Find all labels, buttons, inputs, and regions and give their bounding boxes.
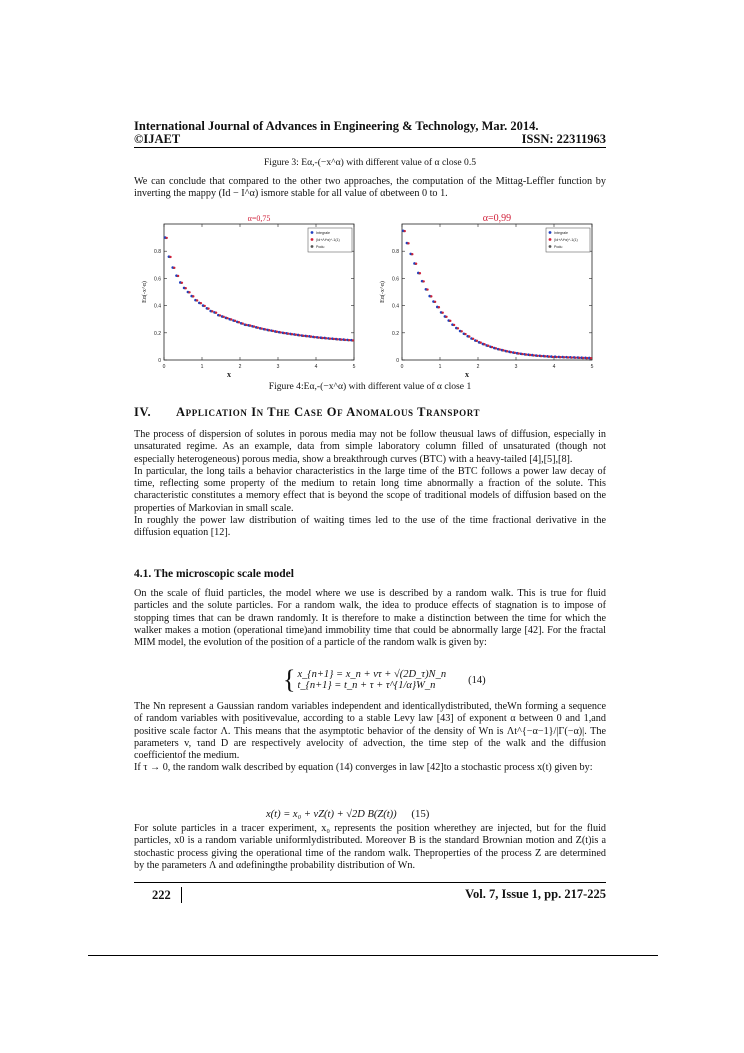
data-point-podu (441, 313, 442, 314)
x-tick-label: 0 (400, 364, 404, 370)
data-point-podu (302, 336, 303, 337)
section-number: IV. (134, 405, 152, 419)
data-point-podu (184, 288, 185, 289)
final-paragraph: For solute particles in a tracer experiment, x₀ represents the position wherethey are injected, but for the fluid particles, x0 is a random variable uniformlydistributed. Moreover B is the standard Brownian motion and Z(t)is a stochastic process giving the operational time of the random walk. Theproperties of the process Z are determined by the parameters Λ and αdefiningthe probability distribution of Wn. (134, 823, 606, 871)
x-tick-label: 2 (476, 364, 480, 370)
data-point-podu (464, 334, 465, 335)
x-tick-label: 4 (314, 364, 318, 370)
data-point-podu (525, 355, 526, 356)
data-point-podu (555, 357, 556, 358)
data-point-podu (181, 283, 182, 284)
y-tick-label: 0.6 (392, 276, 399, 283)
data-point-podu (574, 358, 575, 359)
x-tick-label: 0 (162, 364, 166, 370)
data-point-podu (241, 324, 242, 325)
section-paragraph-2: In particular, the long tails a behavior characteristics in the large time of the BTC follows a power law decay of time, reflecting some property of the medium to retain long time abnormally a fraction of the solute. This characteristic constitutes a memory effect that is beyond the scope of traditional models of diffusion based on the properties of Markovian in small scale. (134, 465, 606, 514)
footer-rule (134, 882, 606, 883)
data-point-podu (238, 322, 239, 323)
legend-label: Integrale (316, 231, 330, 235)
data-point-podu (590, 358, 591, 359)
data-point-podu (403, 231, 404, 232)
figure4-caption: Figure 4:Eα,-(−x^α) with different value of α close 1 (268, 381, 472, 392)
y-tick-label: 0 (396, 358, 399, 364)
section-paragraph-3: In roughly the power law distribution of waiting times led to the use of the time fractional derivative in the diffusion equation [12]. (134, 515, 606, 539)
data-point-podu (325, 338, 326, 339)
data-point-podu (291, 334, 292, 335)
data-point-podu (317, 338, 318, 339)
data-point-podu (279, 333, 280, 334)
y-tick-label: 0 (158, 358, 161, 364)
data-point-podu (230, 320, 231, 321)
limit-sentence: If τ → 0, the random walk described by equation (14) converges in law [42]to a stochastic process x(t) given by: (134, 762, 593, 774)
data-point-podu (203, 306, 204, 307)
legend-marker (549, 231, 552, 234)
data-point-podu (245, 325, 246, 326)
data-point-podu (457, 329, 458, 330)
x-tick-label: 4 (552, 364, 556, 370)
x-tick-label: 1 (438, 364, 442, 370)
equation-14-label: (14) (468, 674, 486, 686)
chart-svg-left (134, 210, 362, 380)
after-eq14-body (134, 701, 606, 775)
x-tick-label: 3 (276, 364, 280, 370)
data-point-podu (582, 358, 583, 359)
data-point-podu (422, 282, 423, 283)
data-point-podu (479, 343, 480, 344)
equation-brace: { (283, 665, 296, 694)
data-point-podu (415, 264, 416, 265)
data-point-podu (264, 330, 265, 331)
y-axis-label: Eα(-x^α) (380, 281, 386, 303)
data-point-podu (567, 358, 568, 359)
data-point-podu (533, 356, 534, 357)
footer-divider (181, 887, 183, 903)
intro-paragraph (134, 176, 606, 201)
section-paragraph-1: The process of dispersion of solutes in porous media may not be follow theusual laws of diffusion, especially in unsaturated regime. As an example, data from simple laboratory column filled of unsaturated (though not especially heterogeneous) porous media, show a breakthrough curves (BTC) with a heavy-tailed [4],[5],[8]. (134, 429, 606, 465)
equation-14-line2: t_{n+1} = t_n + τ + τ^{1/α}W_n (297, 680, 436, 691)
data-point-podu (502, 351, 503, 352)
after-eq14-paragraph: The Nn represent a Gaussian random variables independent and identicallydistributed, theWn forming a sequence of random variables with positivevalue, according to a stable Levy law [43] of exponent α between 0 and 1,and positive scale factor Λ. This means that the asymptotic behavior of the density of Wn is Λt^{−α−1}/|Γ(−α)|. The parameters v, τand D are respectively avelocity of advection, the time step of the walk and the diffusion coefficientof the medium. (134, 701, 606, 762)
data-point-podu (419, 273, 420, 274)
header-rule (134, 147, 606, 148)
data-point-podu (438, 307, 439, 308)
data-point-podu (340, 340, 341, 341)
data-point-podu (283, 333, 284, 334)
data-point-podu (430, 297, 431, 298)
data-point-podu (529, 355, 530, 356)
data-point-podu (211, 312, 212, 313)
data-point-podu (472, 339, 473, 340)
data-point-podu (226, 318, 227, 319)
data-point-podu (165, 238, 166, 239)
legend-label: (Id+Λl^α)^-1(1) (554, 238, 578, 242)
data-point-podu (487, 346, 488, 347)
legend-label: Podu (316, 245, 325, 249)
data-point-podu (215, 313, 216, 314)
data-point-podu (559, 357, 560, 358)
data-point-podu (521, 354, 522, 355)
legend-label: Podu (554, 245, 563, 249)
data-point-podu (407, 244, 408, 245)
data-point-podu (222, 317, 223, 318)
data-point-podu (449, 321, 450, 322)
journal-title: International Journal of Advances in Engineering & Technology, Mar. 2014. (134, 119, 539, 133)
data-point-podu (200, 303, 201, 304)
data-point-podu (540, 356, 541, 357)
data-point-podu (445, 317, 446, 318)
x-tick-label: 2 (238, 364, 242, 370)
data-point-podu (491, 347, 492, 348)
data-point-podu (234, 321, 235, 322)
data-point-podu (434, 302, 435, 303)
data-point-podu (276, 332, 277, 333)
data-point-podu (586, 358, 587, 359)
data-point-podu (476, 341, 477, 342)
legend-label: (Id+Λl^α)^-1(1) (316, 238, 340, 242)
x-tick-label: 5 (352, 364, 356, 370)
legend-marker (311, 245, 314, 248)
chart-alpha-075 (134, 210, 362, 380)
data-point-podu (544, 357, 545, 358)
y-tick-label: 0.4 (392, 303, 399, 310)
data-point-podu (173, 268, 174, 269)
data-point-podu (506, 352, 507, 353)
chart-svg-right (372, 210, 600, 380)
equation-15 (266, 808, 429, 820)
page-footer (134, 887, 606, 903)
data-point-podu (517, 354, 518, 355)
data-point-podu (536, 356, 537, 357)
equation-15-text: x(t) = x₀ + vZ(t) + √2D B(Z(t)) (266, 809, 397, 820)
x-tick-label: 1 (200, 364, 204, 370)
data-point-podu (321, 338, 322, 339)
page-number: 222 (152, 887, 171, 902)
running-header (134, 120, 606, 146)
data-point-podu (310, 337, 311, 338)
y-tick-label: 0.6 (154, 276, 161, 283)
issn: ISSN: 22311963 (521, 132, 606, 146)
section-heading (134, 405, 606, 420)
x-axis-label: x (227, 370, 231, 379)
data-point-podu (348, 340, 349, 341)
legend-marker (311, 238, 314, 241)
data-point-podu (169, 257, 170, 258)
data-point-podu (207, 309, 208, 310)
data-point-podu (336, 340, 337, 341)
data-point-podu (260, 329, 261, 330)
data-point-podu (268, 330, 269, 331)
intro-text: We can conclude that compared to the other two approaches, the computation of the Mittag-Leffler function by inverting the mappy (Id − I^α) ismore stable for all value of αbetween 0 to 1. (134, 176, 606, 200)
legend-marker (549, 245, 552, 248)
data-point-podu (329, 339, 330, 340)
x-tick-label: 3 (514, 364, 518, 370)
chart-title: α=0,75 (247, 214, 271, 223)
page-bottom-line (88, 955, 658, 956)
x-tick-label: 5 (590, 364, 594, 370)
data-point-podu (298, 335, 299, 336)
legend-label: Integrale (554, 231, 568, 235)
y-tick-label: 0.4 (154, 303, 161, 310)
data-point-podu (563, 358, 564, 359)
data-point-podu (552, 357, 553, 358)
data-point-podu (514, 353, 515, 354)
data-point-podu (177, 276, 178, 277)
data-point-podu (548, 357, 549, 358)
legend-marker (549, 238, 552, 241)
section-title: Application In The Case Of Anomalous Transport (176, 405, 481, 419)
data-point-podu (295, 335, 296, 336)
data-point-podu (188, 293, 189, 294)
subsection-body (134, 588, 606, 649)
data-point-podu (192, 297, 193, 298)
equation-14 (283, 667, 486, 693)
data-point-podu (411, 254, 412, 255)
chart-alpha-099 (372, 210, 600, 380)
data-point-podu (495, 349, 496, 350)
figure3-caption: Figure 3: Eα,-(−x^α) with different value of α close 0.5 (263, 157, 477, 168)
data-point-podu (460, 332, 461, 333)
data-point-podu (498, 350, 499, 351)
data-point-podu (483, 344, 484, 345)
data-point-podu (426, 290, 427, 291)
volume-info: Vol. 7, Issue 1, pp. 217-225 (465, 887, 606, 901)
data-point-podu (314, 337, 315, 338)
y-tick-label: 0.2 (154, 330, 161, 337)
data-point-podu (578, 358, 579, 359)
data-point-podu (249, 326, 250, 327)
y-tick-label: 0.2 (392, 330, 399, 337)
data-point-podu (306, 336, 307, 337)
subsection-heading: 4.1. The microscopic scale model (134, 568, 294, 580)
y-tick-label: 0.8 (154, 249, 161, 256)
data-point-podu (453, 325, 454, 326)
data-point-podu (219, 316, 220, 317)
chart-title: α=0,99 (482, 213, 512, 224)
data-point-podu (510, 352, 511, 353)
x-axis-label: x (465, 370, 469, 379)
copyright: ©IJAET (134, 132, 181, 146)
data-point-podu (272, 331, 273, 332)
equation-14-line1: x_{n+1} = x_n + vτ + √(2D_τ)N_n (297, 669, 447, 680)
data-point-podu (287, 334, 288, 335)
y-tick-label: 0.8 (392, 249, 399, 256)
equation-15-label: (15) (411, 808, 430, 820)
subsection-paragraph: On the scale of fluid particles, the model where we use is described by a random walk. This is true for fluid particles and the solute particles. For a random walk, the idea to produce effects of stagnation is to impose of stopping times that can be drawn randomly. It is therefore to make a distinction between the time for which the walker makes a motion (operational time)and immobility time that could be abnormally large [42]. For the fractal MIM model, the evolution of the position of a particle of the random walk is given by: (134, 588, 606, 649)
data-point-podu (333, 339, 334, 340)
data-point-podu (253, 327, 254, 328)
data-point-podu (468, 337, 469, 338)
data-point-podu (352, 341, 353, 342)
final-body (134, 823, 606, 872)
section-body (134, 429, 606, 540)
y-axis-label: Eα(-x^α) (142, 281, 148, 303)
data-point-podu (344, 340, 345, 341)
data-point-podu (571, 358, 572, 359)
data-point-podu (196, 301, 197, 302)
data-point-podu (257, 328, 258, 329)
legend-marker (311, 231, 314, 234)
